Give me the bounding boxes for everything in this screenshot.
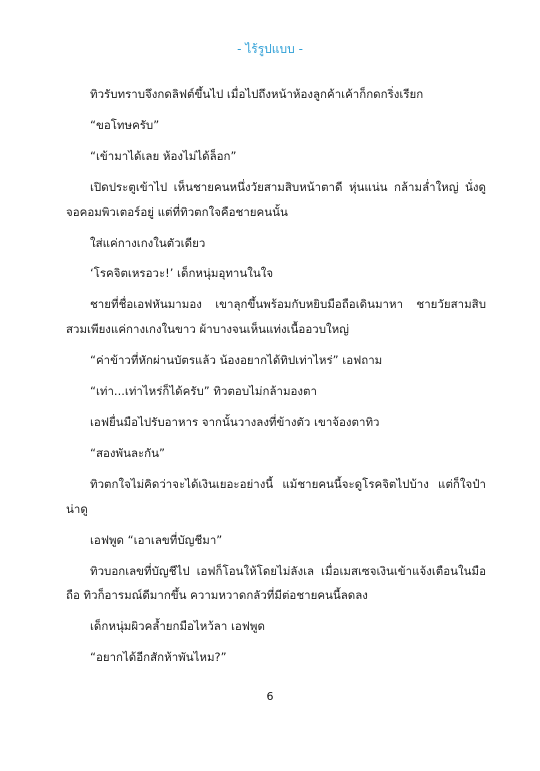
paragraph: ‘โรคจิตเหรอวะ!’ เด็กหนุ่มอุทานในใจ [90, 266, 274, 281]
paragraph: เปิดประตูเข้าไป เห็นชายคนหนึ่งวัยสามสิบหน้าตาดี หุ่นแน่น กล้ามล่ำใหญ่ นั่งดูจอคอมพิวเตอร์อยู่ แต่ที่ทิวตกใจคือชายคนนั้น [66, 179, 486, 219]
page-number: 6 [266, 690, 274, 703]
paragraph: เด็กหนุ่มผิวคล้ำยกมือไหว้ลา เอฟพูด [90, 619, 265, 634]
paragraph: “เท่า...เท่าไหร่ก็ได้ครับ” ทิวตอบไม่กล้ามองตา [90, 384, 317, 399]
paragraph: ทิวรับทราบจึงกดลิฟต์ขึ้นไป เมื่อไปถึงหน้าห้องลูกค้าเค้าก็กดกริ่งเรียก [90, 87, 424, 101]
paragraph: ใส่แค่กางเกงในตัวเดียว [90, 235, 206, 250]
paragraph: ทิวบอกเลขที่บัญชีไป เอฟก็โอนให้โดยไม่ลังเล เมื่อเมสเซจเงินเข้าแจ้งเตือนในมือถือ ทิวก็อารมณ์ดีมากขึ้น ความหวาดกลัวที่มีต่อชายคนนี้ลดลง [66, 563, 486, 603]
paragraph: ชายที่ชื่อเอฟหันมามอง เขาลุกขึ้นพร้อมกับหยิบมือถือเดินมาหา ชายวัยสามสิบสวมเพียงแค่กางเกงในขาว ผ้าบางจนเห็นแท่งเนื้ออวบใหญ่ [66, 297, 486, 337]
paragraph: “อยากได้อีกสักห้าพันไหม?” [90, 650, 227, 665]
paragraph: “เข้ามาได้เลย ห้องไม่ได้ล็อก” [90, 148, 237, 163]
paragraph: เอฟยื่นมือไปรับอาหาร จากนั้นวางลงที่ข้างตัว เขาจ้องตาทิว [90, 414, 380, 429]
paragraph: เอฟพูด “เอาเลขที่บัญชีมา” [90, 532, 223, 547]
paragraph: “ค่าข้าวที่หักผ่านบัตรแล้ว น้องอยากได้ทิปเท่าไหร่” เอฟถาม [90, 353, 383, 368]
paragraph: “สองพันละกัน” [90, 445, 165, 460]
paragraph: “ขอโทษครับ” [90, 117, 160, 132]
running-header: - ไร้รูปแบบ - [237, 42, 303, 56]
paragraph: ทิวตกใจไม่คิดว่าจะได้เงินเยอะอย่างนี้ แม้ชายคนนี้จะดูโรคจิตไปบ้าง แต่ก็ใจป๋าน่าดู [66, 476, 486, 516]
body-text [66, 82, 486, 676]
